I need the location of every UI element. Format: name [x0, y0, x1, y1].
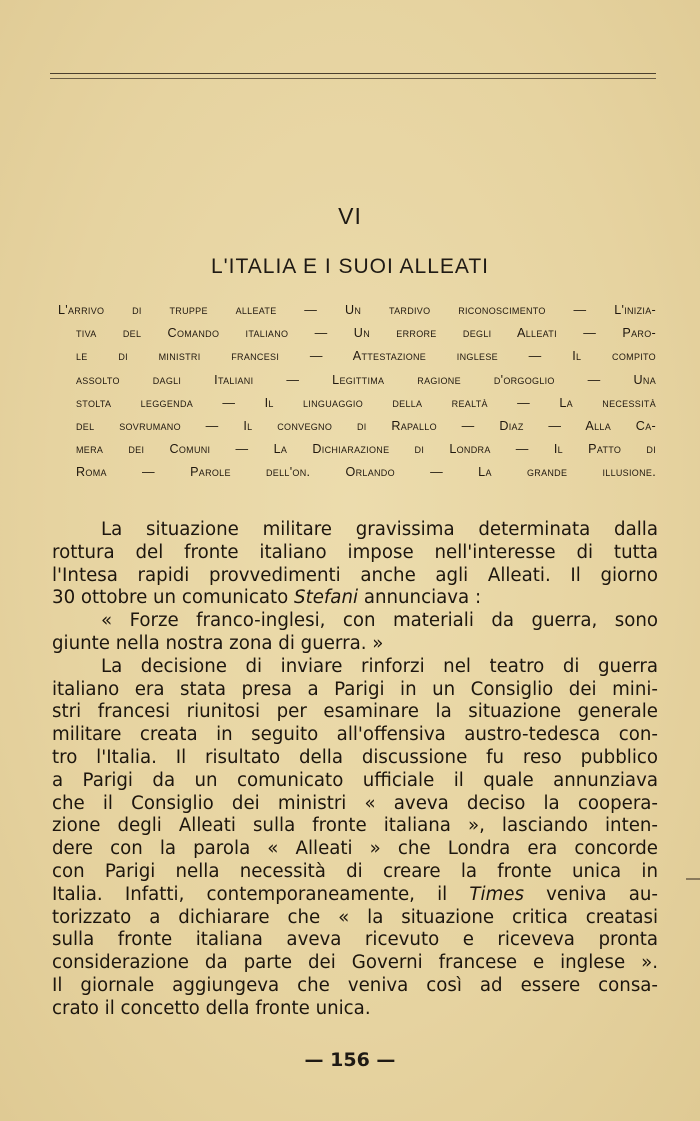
page-edge-mark — [686, 878, 700, 880]
summary-line: L'arrivo di truppe alleate — Un tardivo riconoscimento — L'inizia- — [58, 303, 656, 317]
body-line: zione degli Alleati sulla fronte italiana », lasciando inten- — [52, 815, 658, 837]
newspaper-name: Times — [469, 883, 524, 905]
body-line: La situazione militare gravissima determinata dalla — [101, 519, 658, 540]
summary-line: del sovrumano — Il convegno di Rapallo — Diaz — Alla Ca- — [76, 419, 656, 434]
page-number: — 156 — — [304, 1049, 396, 1071]
body-line: tro l'Italia. Il risultato della discussione fu reso pubblico — [52, 746, 658, 768]
body-line: con Parigi nella necessità di creare la fronte unica in — [52, 860, 658, 882]
header-rule-top — [50, 73, 656, 74]
body-line: che il Consiglio dei ministri « aveva deciso la coopera- — [52, 792, 658, 814]
summary-line: le di ministri francesi — Attestazione inglese — Il compito — [76, 349, 656, 364]
body-line: sulla fronte italiana aveva ricevuto e riceveva pronta — [52, 929, 658, 951]
body-text — [52, 519, 658, 1021]
body-line: torizzato a dichiarare che « la situazione critica creatasi — [52, 906, 658, 928]
body-line: « Forze franco-inglesi, con materiali da guerra, sono — [101, 610, 658, 632]
body-line: crato il concetto della fronte unica. — [52, 997, 371, 1019]
header-rule-bottom — [50, 78, 656, 79]
body-line: dere con la parola « Alleati » che Londra era concorde — [52, 838, 658, 860]
body-line-segment: Italia. Infatti, contemporaneamente, il — [52, 883, 448, 905]
body-line-segment: 30 ottobre un comunicato — [52, 587, 289, 609]
chapter-summary — [58, 299, 656, 485]
body-line: militare creata in seguito all'offensiva austro-tedesca con- — [52, 724, 658, 746]
body-line: considerazione da parte dei Governi francese e inglese ». — [52, 952, 658, 974]
body-line: La decisione di inviare rinforzi nel teatro di guerra — [101, 655, 658, 677]
body-line — [52, 884, 658, 907]
newspaper-name: Stefani — [294, 587, 359, 609]
body-line: stri francesi riunitosi per esaminare la situazione generale — [52, 701, 658, 723]
body-line: italiano era stata presa a Parigi in un Consiglio dei mini- — [52, 678, 658, 700]
body-line: a Parigi da un comunicato ufficiale il quale annunziava — [52, 769, 658, 791]
summary-line: assolto dagli Italiani — Legittima ragione d'orgoglio — Una — [76, 372, 656, 387]
chapter-title: L'ITALIA E I SUOI ALLEATI — [210, 255, 489, 278]
body-line — [52, 587, 658, 610]
body-line-segment: annunciava : — [363, 587, 482, 609]
body-line: Il giornale aggiungeva che veniva così ad essere consa- — [52, 974, 658, 996]
body-line-segment: veniva au- — [546, 883, 658, 905]
body-line: rottura del fronte italiano impose nell'interesse di tutta — [52, 541, 658, 563]
body-line: giunte nella nostra zona di guerra. » — [52, 632, 384, 654]
chapter-number: VI — [338, 203, 362, 229]
summary-line: tiva del Comando italiano — Un errore degli Alleati — Paro- — [76, 326, 656, 341]
summary-line: Roma — Parole dell'on. Orlando — La grande illusione. — [76, 465, 656, 480]
summary-line: mera dei Comuni — La Dichiarazione di Londra — Il Patto di — [76, 442, 656, 457]
body-line: l'Intesa rapidi provvedimenti anche agli Alleati. Il giorno — [52, 564, 658, 586]
summary-line: stolta leggenda — Il linguaggio della realtà — La necessità — [76, 395, 656, 410]
